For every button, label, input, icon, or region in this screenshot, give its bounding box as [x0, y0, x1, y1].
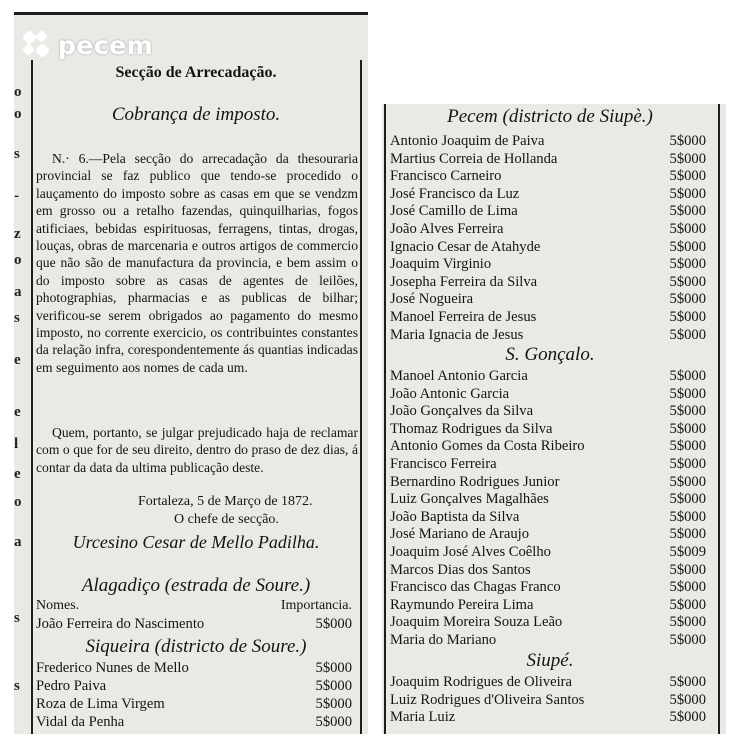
- contributor-name: Antonio Joaquim de Paiva: [390, 133, 545, 149]
- tax-amount: 5$000: [315, 696, 352, 712]
- top-rule: [14, 12, 368, 15]
- tax-amount: 5$000: [669, 168, 706, 185]
- tax-amount: 5$000: [669, 238, 706, 255]
- pecem-watermark-logo: [22, 30, 153, 60]
- list-item: [390, 508, 706, 526]
- names-header: Nomes.: [36, 598, 80, 613]
- chief-line: O chefe de secção.: [174, 512, 279, 527]
- tax-amount: 5$000: [669, 632, 706, 648]
- contributor-name: Francisco das Chagas Franco: [390, 579, 561, 596]
- contributor-name: Roza de Lima Virgem: [36, 696, 165, 712]
- tax-amount: 5$000: [669, 309, 706, 325]
- contributor-name: João Gonçalves da Silva: [390, 403, 534, 420]
- tax-amount: 5$000: [669, 561, 706, 578]
- list-item: [390, 596, 706, 614]
- list-item: [390, 185, 706, 203]
- tax-amount: 5$000: [669, 273, 706, 290]
- contributor-name: João Baptista da Silva: [390, 508, 520, 525]
- list-item: [390, 673, 706, 691]
- signer-name: Urcesino Cesar de Mello Padilha.: [72, 532, 320, 552]
- list-item: [390, 150, 706, 168]
- contributor-name: João Alves Ferreira: [390, 221, 504, 237]
- tax-amount: 5$000: [669, 368, 706, 384]
- contributor-name: Francisco Ferreira: [390, 456, 497, 472]
- list-item: [390, 255, 706, 273]
- right-newspaper-clipping: [382, 104, 726, 734]
- list-item: [390, 308, 706, 326]
- tax-amount: 5$000: [669, 596, 706, 613]
- district-siupe: Siupé.: [526, 650, 574, 671]
- contributor-name: Thomaz Rodrigues da Silva: [390, 420, 553, 437]
- tax-amount: 5$000: [669, 326, 706, 343]
- list-item: [390, 402, 706, 420]
- tax-amount: 5$000: [669, 150, 706, 167]
- tax-amount: 5$000: [315, 714, 352, 730]
- tax-amount: 5$000: [669, 691, 706, 708]
- edge-glyph: s: [14, 146, 20, 162]
- tax-amount: 5$000: [669, 491, 706, 508]
- pecem-logo-icon: [22, 30, 52, 60]
- tax-amount: 5$000: [669, 526, 706, 543]
- contributor-name: Maria Luiz: [390, 709, 456, 726]
- edge-glyph: e: [14, 466, 21, 482]
- district-siqueira: Siqueira (districto de Soure.): [85, 636, 307, 657]
- tax-amount: 5$000: [669, 256, 706, 273]
- contributor-name: Joaquim Moreira Souza Leão: [390, 614, 563, 631]
- contributor-name: José Mariano de Araujo: [390, 526, 530, 543]
- list-item: [390, 238, 706, 256]
- tax-amount: 5$000: [669, 420, 706, 437]
- list-item: [390, 220, 706, 238]
- contributor-name: Frederico Nunes de Mello: [36, 660, 189, 676]
- contributor-name: Martius Correia de Hollanda: [390, 150, 558, 167]
- right-clip-rule-left: [384, 104, 386, 734]
- list-item: [390, 290, 706, 308]
- column-rule-right: [360, 60, 362, 734]
- contributor-name: Manoel Antonio Garcia: [390, 368, 528, 384]
- logo-text: pecem: [58, 30, 154, 60]
- contributor-name: Raymundo Pereira Lima: [390, 596, 534, 613]
- district-alagadico: Alagadiço (estrada de Soure.): [81, 575, 311, 596]
- tax-amount: 5$009: [669, 544, 706, 560]
- list-item: [390, 167, 706, 185]
- edge-glyph: s: [14, 310, 20, 326]
- list-item: [390, 437, 706, 455]
- amount-header: Importancia.: [280, 598, 352, 613]
- list-item: [390, 326, 706, 344]
- tax-amount: 5$000: [669, 508, 706, 525]
- contributor-name: Luiz Gonçalves Magalhães: [390, 491, 549, 508]
- list-item: [390, 543, 706, 561]
- contributor-name: José Francisco da Luz: [390, 185, 520, 202]
- list-item: [390, 525, 706, 543]
- contributor-name: Ignacio Cesar de Atahyde: [390, 238, 541, 255]
- tax-amount: 5$000: [669, 385, 706, 402]
- left-newspaper-clipping: [14, 12, 368, 734]
- tax-amount: 5$000: [669, 403, 706, 420]
- tax-amount: 5$000: [669, 133, 706, 149]
- tax-amount: 5$000: [315, 616, 352, 632]
- edge-glyph: o: [14, 84, 22, 100]
- contributor-name: Francisco Carneiro: [390, 168, 502, 185]
- list-item: [390, 691, 706, 709]
- edge-glyph: o: [14, 252, 22, 268]
- list-item: [36, 659, 352, 677]
- edge-glyph: s: [14, 610, 20, 626]
- contributor-name: Luiz Rodrigues d'Oliveira Santos: [390, 691, 585, 708]
- list-item: [36, 695, 352, 713]
- contributor-name: José Nogueira: [390, 291, 474, 308]
- contributor-name: Marcos Dias dos Santos: [390, 561, 531, 578]
- column-rule-left: [31, 60, 33, 734]
- list-item: [390, 561, 706, 579]
- tax-amount: 5$000: [669, 438, 706, 455]
- tax-amount: 5$000: [669, 291, 706, 308]
- tax-amount: 5$000: [669, 614, 706, 631]
- contributor-name: Manoel Ferreira de Jesus: [390, 309, 537, 325]
- contributor-name: Pedro Paiva: [36, 678, 107, 694]
- contributor-name: Antonio Gomes da Costa Ribeiro: [390, 438, 585, 455]
- right-clip-rule-right: [718, 104, 720, 734]
- contributor-name: Maria do Mariano: [390, 632, 497, 648]
- tax-amount: 5$000: [315, 678, 352, 694]
- tax-amount: 5$000: [669, 709, 706, 726]
- contributor-name: Joaquim Rodrigues de Oliveira: [390, 674, 572, 690]
- edge-glyph: e: [14, 404, 21, 420]
- edge-glyph: a: [14, 534, 22, 550]
- list-item: [390, 578, 706, 596]
- edge-glyph: o: [14, 494, 22, 510]
- contributor-name: João Ferreira do Nascimento: [36, 616, 205, 632]
- table-header: [36, 597, 352, 615]
- list-item: [36, 615, 352, 633]
- edge-glyph: a: [14, 284, 22, 300]
- contributor-name: Maria Ignacia de Jesus: [390, 326, 524, 343]
- claim-paragraph: Quem, portanto, se julgar prejudicado haja de reclamar com o que for de seu direito, dentro do praso de dez dias, á contar da data da ultima publicação deste.: [36, 425, 358, 475]
- district-goncalo: S. Gonçalo.: [505, 344, 595, 365]
- edge-glyph: z: [14, 226, 21, 242]
- list-item: [390, 132, 706, 150]
- list-item: [390, 708, 706, 726]
- notice-paragraph: N.· 6.—Pela secção do arrecadação da thesouraria provincial se faz publico que tendo-se procedido o lauçamento do imposto sobre as casas em que se vendzm em grosso ou a retalho fazendas, quinquilharias, fogos atificiaes, bebidas espirituosas, ferragens, tintas, drogas, louças, obras de marcenaria e outros artigos de commercio que não são de manufactura da provincia, e bem assim o do imposto sobre as casas de agentes de leilões, photographias, pharmacias e as publicas de bilhar; verificou-se serem obrigados ao pagamento do mesmo imposto, no corrente exercicio, os contribuintes constantes da relação infra, corespondentemente ás quantias indicadas em seguimento aos nomes de cada um.: [36, 151, 358, 375]
- tax-amount: 5$000: [669, 456, 706, 472]
- edge-glyph: s: [14, 678, 20, 694]
- list-item: [390, 613, 706, 631]
- contributor-name: João Antonic Garcia: [390, 385, 510, 402]
- list-item: [390, 385, 706, 403]
- contributor-name: Vidal da Penha: [36, 714, 125, 730]
- contributor-name: José Camillo de Lima: [390, 203, 518, 220]
- list-item: [390, 490, 706, 508]
- list-item: [390, 202, 706, 220]
- contributor-name: Bernardino Rodrigues Junior: [390, 473, 560, 490]
- edge-glyph: o: [14, 106, 22, 122]
- tax-amount: 5$000: [669, 203, 706, 220]
- contributor-name: Joaquim Virginio: [390, 256, 492, 273]
- contributor-name: Joaquim José Alves Coêlho: [390, 544, 551, 560]
- tax-amount: 5$000: [669, 674, 706, 690]
- list-item: [390, 420, 706, 438]
- section-title: Secção de Arrecadação.: [115, 64, 277, 81]
- edge-glyph: l: [14, 436, 19, 452]
- tax-amount: 5$000: [315, 660, 352, 676]
- list-item: [36, 677, 352, 695]
- edge-glyph: e: [14, 352, 21, 368]
- list-item: [390, 631, 706, 649]
- edge-glyph: -: [14, 188, 19, 204]
- list-item: [390, 455, 706, 473]
- list-item: [390, 367, 706, 385]
- tax-amount: 5$000: [669, 579, 706, 596]
- tax-amount: 5$000: [669, 221, 706, 237]
- tax-amount: 5$000: [669, 473, 706, 490]
- list-item: [390, 473, 706, 491]
- district-pecem: Pecem (districto de Siupè.): [447, 106, 653, 127]
- tax-amount: 5$000: [669, 185, 706, 202]
- date-line: Fortaleza, 5 de Março de 1872.: [138, 494, 313, 509]
- list-item: [36, 713, 352, 731]
- list-item: [390, 273, 706, 291]
- contributor-name: Josepha Ferreira da Silva: [390, 273, 538, 290]
- subtitle: Cobrança de imposto.: [111, 104, 281, 125]
